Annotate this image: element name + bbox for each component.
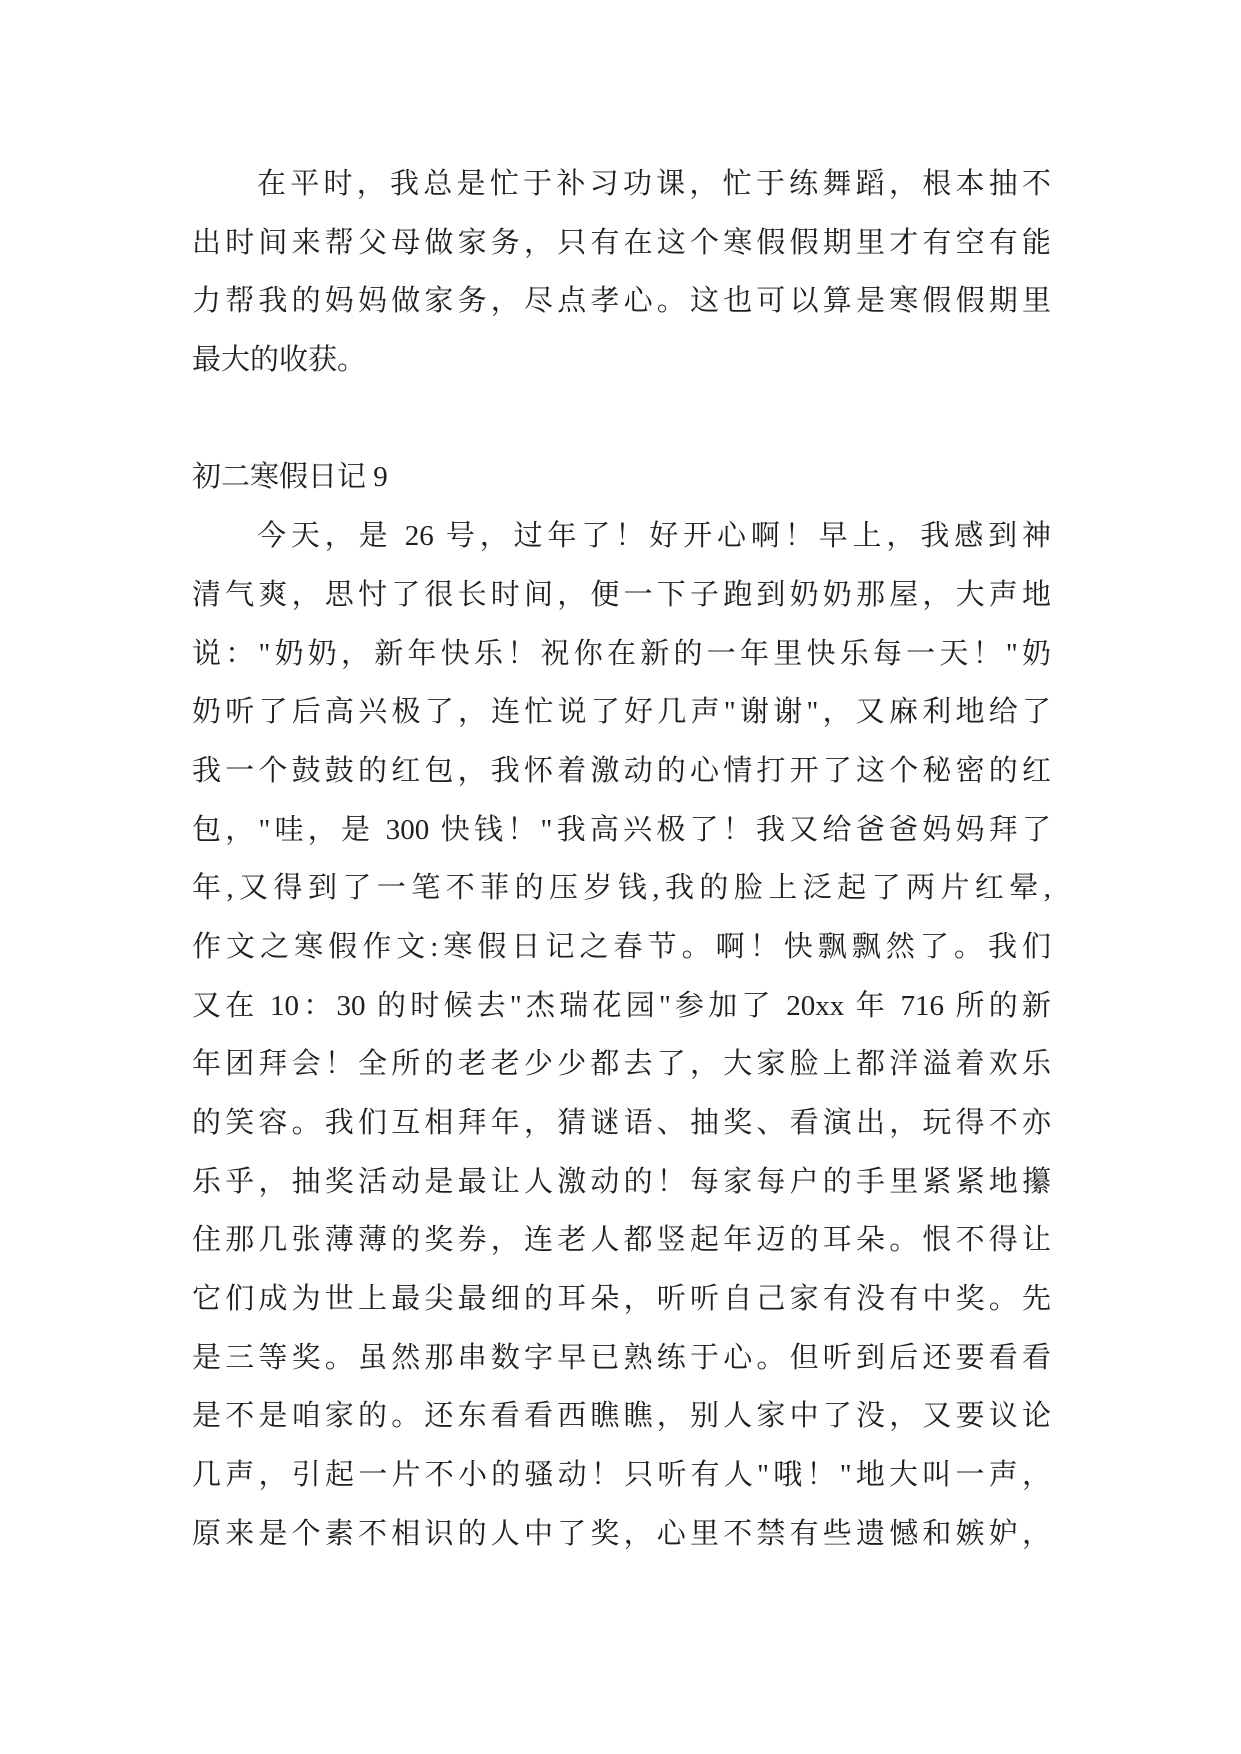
paragraph-line: 出时间来帮父母做家务，只有在这个寒假假期里才有空有能 <box>192 226 1051 259</box>
document-body <box>192 155 1051 1564</box>
paragraph-line: 包，"哇，是 300 快钱！"我高兴极了！我又给爸爸妈妈拜了 <box>192 813 1051 846</box>
paragraph-line: 我一个鼓鼓的红包，我怀着激动的心情打开了这个秘密的红 <box>192 754 1051 787</box>
paragraph-line: 原来是个素不相识的人中了奖，心里不禁有些遗憾和嫉妒， <box>192 1517 1051 1550</box>
paragraph-line: 年,又得到了一笔不菲的压岁钱,我的脸上泛起了两片红晕, <box>192 872 1051 905</box>
paragraph-line: 最大的收获。 <box>192 344 367 377</box>
paragraph-line: 年团拜会！全所的老老少少都去了，大家脸上都洋溢着欢乐 <box>192 1048 1051 1081</box>
paragraph-line: 在平时，我总是忙于补习功课，忙于练舞蹈，根本抽不 <box>257 168 1051 200</box>
paragraph-diary <box>192 507 1051 1563</box>
paragraph-line: 说："奶奶，新年快乐！祝你在新的一年里快乐每一天！"奶 <box>192 637 1051 670</box>
paragraph-line: 住那几张薄薄的奖券，连老人都竖起年迈的耳朵。恨不得让 <box>192 1224 1051 1257</box>
paragraph-line: 它们成为世上最尖最细的耳朵，听听自己家有没有中奖。先 <box>192 1283 1051 1316</box>
section-title: 初二寒假日记 9 <box>192 461 388 494</box>
paragraph-line: 清气爽，思忖了很长时间，便一下子跑到奶奶那屋，大声地 <box>192 578 1051 611</box>
paragraph-line: 作文之寒假作文:寒假日记之春节。啊！快飘飘然了。我们 <box>192 930 1051 963</box>
paragraph-intro <box>192 155 1051 390</box>
paragraph-line: 是三等奖。虽然那串数字早已熟练于心。但听到后还要看看 <box>192 1341 1051 1374</box>
paragraph-line: 今天，是 26 号，过年了！好开心啊！早上，我感到神 <box>257 520 1051 553</box>
paragraph-line: 奶听了后高兴极了，连忙说了好几声"谢谢"，又麻利地给了 <box>192 696 1051 729</box>
paragraph-line: 又在 10：30 的时候去"杰瑞花园"参加了 20xx 年 716 所的新 <box>192 989 1051 1022</box>
paragraph-line: 的笑容。我们互相拜年，猜谜语、抽奖、看演出，玩得不亦 <box>192 1107 1051 1139</box>
paragraph-line: 是不是咱家的。还东看看西瞧瞧，别人家中了没，又要议论 <box>192 1400 1051 1433</box>
paragraph-line: 乐乎，抽奖活动是最让人激动的！每家每户的手里紧紧地攥 <box>192 1165 1051 1198</box>
paragraph-line: 几声，引起一片不小的骚动！只听有人"哦！"地大叫一声， <box>192 1459 1051 1492</box>
paragraph-line: 力帮我的妈妈做家务，尽点孝心。这也可以算是寒假假期里 <box>192 285 1051 318</box>
